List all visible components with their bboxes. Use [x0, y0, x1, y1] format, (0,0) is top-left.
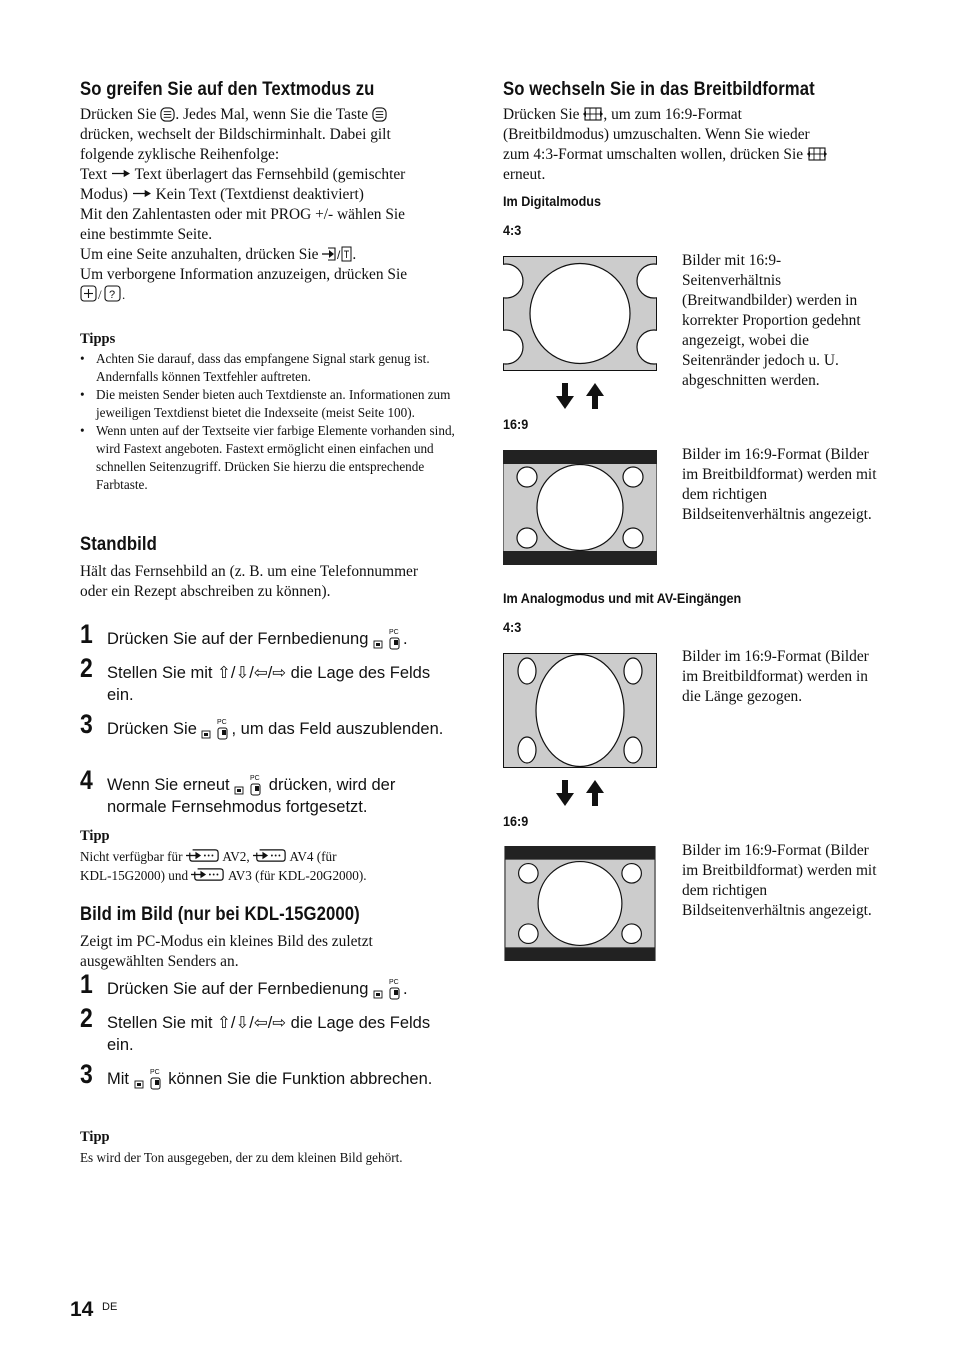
reveal-icon — [80, 285, 128, 302]
svg-text:?: ? — [109, 289, 116, 301]
tip-item: • Die meisten Sender bieten auch Textdienste an. Informationen zum jeweiligen Textdienst bietet die Indexseite (meist Seite 100). — [80, 386, 455, 422]
textmode-heading: So greifen Sie auf den Textmodus zu — [80, 79, 375, 100]
page-number: 14 — [70, 1298, 94, 1321]
pc-pip-icon — [201, 718, 231, 740]
step-1: 1 Drücken Sie auf der Fernbedienung . — [80, 619, 408, 649]
svg-text:.: . — [122, 287, 126, 302]
analog-169-illustration — [503, 846, 657, 961]
tips-list — [80, 350, 455, 494]
tip-item: • Achten Sie darauf, dass das empfangene Signal stark genug ist. Andernfalls können Textfehler auftreten. — [80, 350, 455, 386]
tips-heading: Tipps — [80, 331, 116, 347]
input-icon — [253, 847, 287, 864]
pip-tip-heading: Tipp — [80, 1129, 110, 1145]
text-icon — [160, 107, 175, 122]
pc-pip-icon — [134, 1068, 164, 1090]
pc-pip-icon — [373, 628, 403, 650]
pip-steps — [80, 969, 455, 1118]
step-1: 1 Drücken Sie auf der Fernbedienung . — [80, 969, 408, 999]
digital-169-caption: Bilder im 16:9-Format (Bilder im Breitbildformat) werden mit dem richtigen Bildseitenverhältnis angezeigt. — [682, 446, 877, 523]
standbild-steps — [80, 619, 455, 824]
svg-text:/: / — [337, 248, 341, 262]
analog-43-illustration — [503, 653, 657, 768]
step-2: 2 Stellen Sie mit ⇧/⇩/⇦/⇨ die Lage des Felds ein. — [80, 653, 431, 704]
pc-pip-icon — [373, 978, 403, 1000]
step-3: 3 Drücken Sie , um das Feld auszublenden. — [80, 709, 444, 739]
page-language: DE — [102, 1301, 118, 1313]
wide-icon — [807, 146, 827, 162]
wide-intro: Drücken Sie , um zum 16:9-Format (Breitbildmodus) umzuschalten. Wenn Sie wieder zum 4:3-Format umschalten wollen, drücken Sie erneut. — [503, 105, 883, 185]
digital-heading: Im Digitalmodus — [503, 193, 602, 209]
text-icon — [372, 107, 387, 122]
svg-text:/: / — [98, 287, 102, 302]
standbild-tip-heading: Tipp — [80, 828, 110, 844]
analog-43-label: 4:3 — [503, 619, 522, 635]
swap-arrows-icon — [556, 381, 606, 411]
digital-43-illustration — [503, 256, 657, 371]
step-4: 4 Wenn Sie erneut drücken, wird der normale Fernsehmodus fortgesetzt. — [80, 765, 396, 816]
input-icon — [186, 847, 220, 864]
digital-43-label: 4:3 — [503, 222, 522, 238]
arrow-right-icon — [132, 189, 152, 198]
hold-icon — [322, 246, 352, 262]
pip-tip: Es wird der Ton ausgegeben, der zu dem kleinen Bild gehört. — [80, 1150, 403, 1165]
standbild-tip: Nicht verfügbar für AV2, AV4 (für KDL-15G2000) und AV3 (für KDL-20G2000). — [80, 849, 367, 883]
tip-item: • Wenn unten auf der Textseite vier farbige Elemente vorhanden sind, wird Fastext angeboten. Fastext ermöglicht einen einfachen und schnellen Seitenzugriff. Drücken Sie hierzu die entsprechende Farbtaste. — [80, 422, 455, 494]
step-3: 3 Mit können Sie die Funktion abbrechen. — [80, 1059, 433, 1089]
arrow-right-icon — [111, 169, 131, 178]
standbild-intro: Hält das Fernsehbild an (z. B. um eine Telefonnummer oder ein Rezept abschreiben zu können). — [80, 563, 418, 600]
pip-intro: Zeigt im PC-Modus ein kleines Bild des zuletzt ausgewählten Senders an. — [80, 933, 373, 970]
step-2: 2 Stellen Sie mit ⇧/⇩/⇦/⇨ die Lage des Felds ein. — [80, 1003, 431, 1054]
digital-169-label: 16:9 — [503, 416, 529, 432]
analog-heading: Im Analogmodus und mit AV-Eingängen — [503, 590, 742, 606]
analog-43-caption: Bilder im 16:9-Format (Bilder im Breitbildformat) werden in die Länge gezogen. — [682, 648, 869, 705]
pip-heading: Bild im Bild (nur bei KDL-15G2000) — [80, 904, 360, 925]
analog-169-caption: Bilder im 16:9-Format (Bilder im Breitbildformat) werden mit dem richtigen Bildseitenverhältnis angezeigt. — [682, 842, 877, 919]
wide-heading: So wechseln Sie in das Breitbildformat — [503, 79, 815, 100]
input-icon — [191, 866, 225, 883]
wide-icon — [583, 106, 603, 122]
pc-pip-icon — [234, 774, 264, 796]
analog-169-label: 16:9 — [503, 813, 529, 829]
textmode-body: Drücken Sie . Jedes Mal, wenn Sie die Taste drücken, wechselt der Bildschirminhalt. Dabei gilt folgende zyklische Reihenfolge: Text Text überlagert das Fernsehbild (gemischter Modus) Kein Text (Textdienst deaktiviert) Mit den Zahlentasten oder mit PROG +/- wählen Sie eine bestimmte Seite. Um eine Seite anzuhalten, drücken Sie / . Um verborgene Information anzuzeigen, drücken Sie / ? . — [80, 106, 408, 302]
digital-169-illustration — [503, 450, 657, 565]
digital-43-caption: Bilder mit 16:9-Seitenverhältnis (Breitwandbilder) werden in korrekter Proportion gedehnt angezeigt, wobei die Seitenränder jedoch u. U. abgeschnitten werden. — [682, 252, 861, 389]
swap-arrows-icon — [556, 778, 606, 808]
standbild-heading: Standbild — [80, 534, 157, 555]
